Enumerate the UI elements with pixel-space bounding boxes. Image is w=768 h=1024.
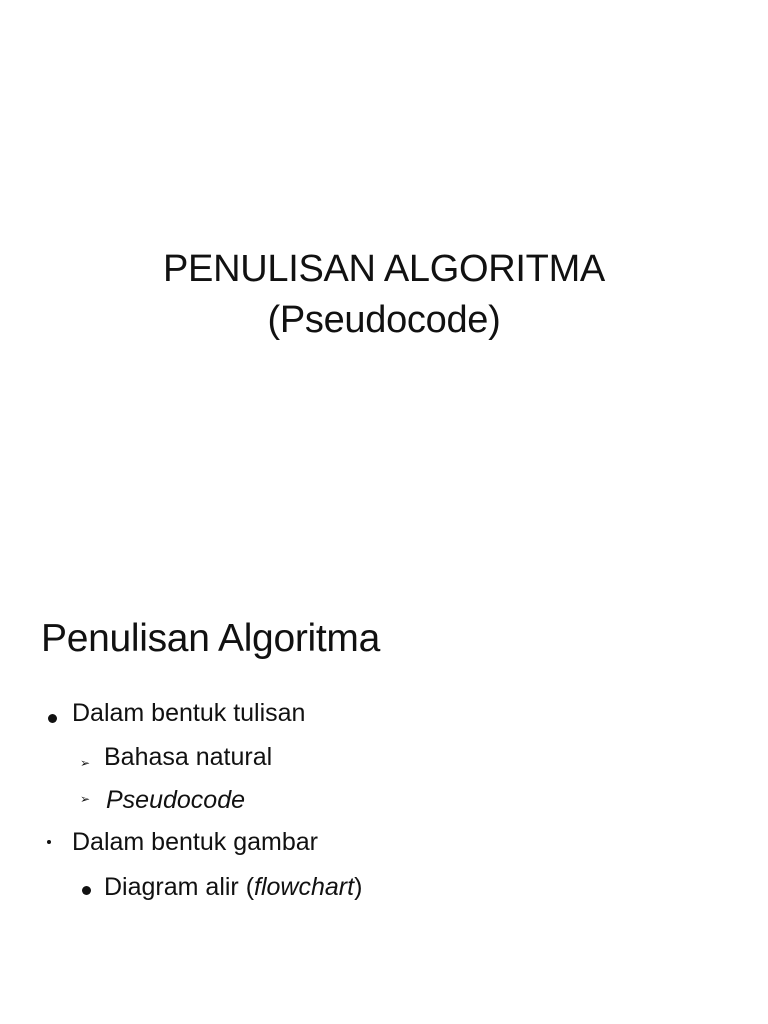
list-item [104, 743, 272, 772]
filled-dot-icon [48, 714, 57, 723]
list-item-suffix: ) [354, 873, 363, 901]
list-item [106, 786, 245, 815]
list-item-text: Bahasa natural [104, 743, 273, 771]
list-item [104, 873, 362, 902]
slide-title [0, 244, 768, 347]
list-item [72, 828, 318, 857]
title-line-1: PENULISAN ALGORITMA [163, 248, 605, 290]
list-item-text: Dalam bentuk tulisan [72, 699, 306, 727]
list-item [72, 699, 305, 728]
list-item-text: Pseudocode [106, 786, 246, 814]
list-item-prefix: Diagram alir ( [104, 873, 255, 901]
small-dot-icon [47, 840, 51, 844]
arrow-icon: ➢ [80, 792, 91, 806]
list-item-emphasis: flowchart [254, 873, 355, 901]
list-item-text: Dalam bentuk gambar [72, 828, 318, 856]
filled-dot-icon [82, 886, 91, 895]
section-heading: Penulisan Algoritma [41, 617, 380, 660]
title-line-2: (Pseudocode) [267, 299, 501, 342]
arrow-icon: ➢ [80, 756, 91, 770]
